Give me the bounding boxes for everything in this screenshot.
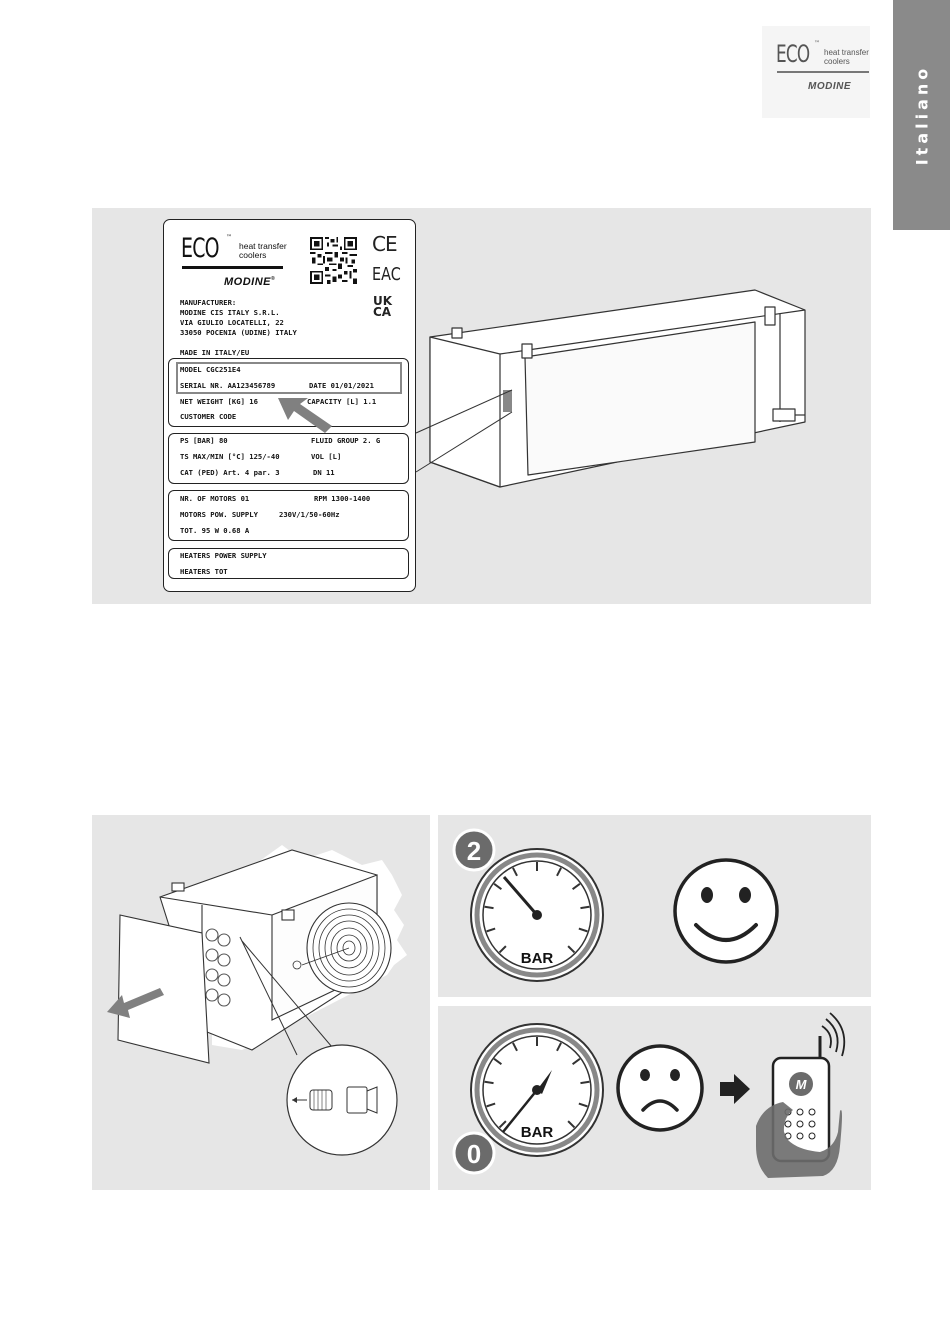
dn-value: DN 11 [313,468,335,477]
manufacturer-address1: VIA GIULIO LOCATELLI, 22 [180,318,284,327]
motors-count: NR. OF MOTORS 01 [180,494,250,503]
language-tab-label: Italiano [912,64,931,166]
ukca-mark [373,296,392,318]
phone-logo: M [795,1077,807,1092]
net-weight: NET WEIGHT [KG] 16 [180,397,258,406]
ukca-line1: UK [373,294,393,308]
ps-value: PS [BAR] 80 [180,436,228,445]
model-value: MODEL CGC251E4 [180,365,241,374]
unit-open-door-illustration [92,815,430,1190]
manufacturer-name: MODINE CIS ITALY S.R.L. [180,308,280,317]
capacity: CAPACITY [L] 1.1 [307,397,377,406]
logo-underline [777,71,869,73]
motors-supply: MOTORS POW. SUPPLY [180,510,258,519]
sad-face-icon [618,1046,702,1130]
arrow-icon [270,390,340,440]
phone-call-icon [756,1013,844,1178]
gauge-ok-illustration [438,815,871,997]
eac-mark: EAC [372,264,401,285]
heaters-supply: HEATERS POWER SUPPLY [180,551,267,560]
date-value: DATE 01/01/2021 [309,381,374,390]
customer-code: CUSTOMER CODE [180,412,237,421]
nameplate-logo-sub1: heat transfer [239,241,287,251]
tot-value: TOT. 95 W 0.68 A [180,526,250,535]
gauge-unit: BAR [520,950,554,967]
logo-eco-text: ECO [776,40,810,68]
motors-supply-value: 230V/1/50-60Hz [279,510,340,519]
gauge-tick [485,1082,494,1083]
logo-brand: MODINE [808,81,851,92]
manufacturer-title: MANUFACTURER: [180,298,237,307]
serial-value: SERIAL NR. AA123456789 [180,381,276,390]
pressure-number: 0 [466,1139,482,1169]
nameplate-logo-sub2: coolers [239,250,267,260]
cat-value: CAT (PED) Art. 4 par. 3 [180,468,280,477]
gauge-unit: BAR [520,1124,554,1141]
logo-tm: ™ [814,40,820,47]
nameplate-brand [224,276,275,288]
arrow-right-icon [720,1074,750,1104]
ts-value: TS MAX/MIN [°C] 125/-40 [180,452,280,461]
gauge-tick [580,1082,589,1083]
brand-registered: ® [271,276,276,282]
gauge-tick [580,907,589,908]
fluid-group: FLUID GROUP 2. G [311,436,381,445]
manufacturer-address2: 33050 POCENIA (UDINE) ITALY [180,328,297,337]
made-in: MADE IN ITALY/EU [180,348,250,357]
smile-icon [675,860,777,962]
pressure-number: 2 [466,836,482,866]
nameplate-eco-text: ECO [181,233,219,264]
ce-mark: CE [372,232,397,256]
language-tab [893,0,950,230]
qr-code-icon [310,237,357,284]
nameplate-tm: ™ [226,234,232,241]
rpm-value: RPM 1300-1400 [314,494,371,503]
eco-logo [762,26,870,118]
heaters-tot: HEATERS TOT [180,567,228,576]
brand-text: MODINE [224,276,271,288]
nameplate-logo-underline [182,266,283,269]
ukca-line2: CA [373,305,392,319]
cooler-unit-illustration [400,282,820,502]
logo-sub-line1: heat transfer [824,48,869,57]
vol-value: VOL [L] [311,452,342,461]
gauge-tick [485,907,494,908]
logo-sub-line2: coolers [824,57,850,66]
gauge-low-illustration [438,1006,871,1190]
